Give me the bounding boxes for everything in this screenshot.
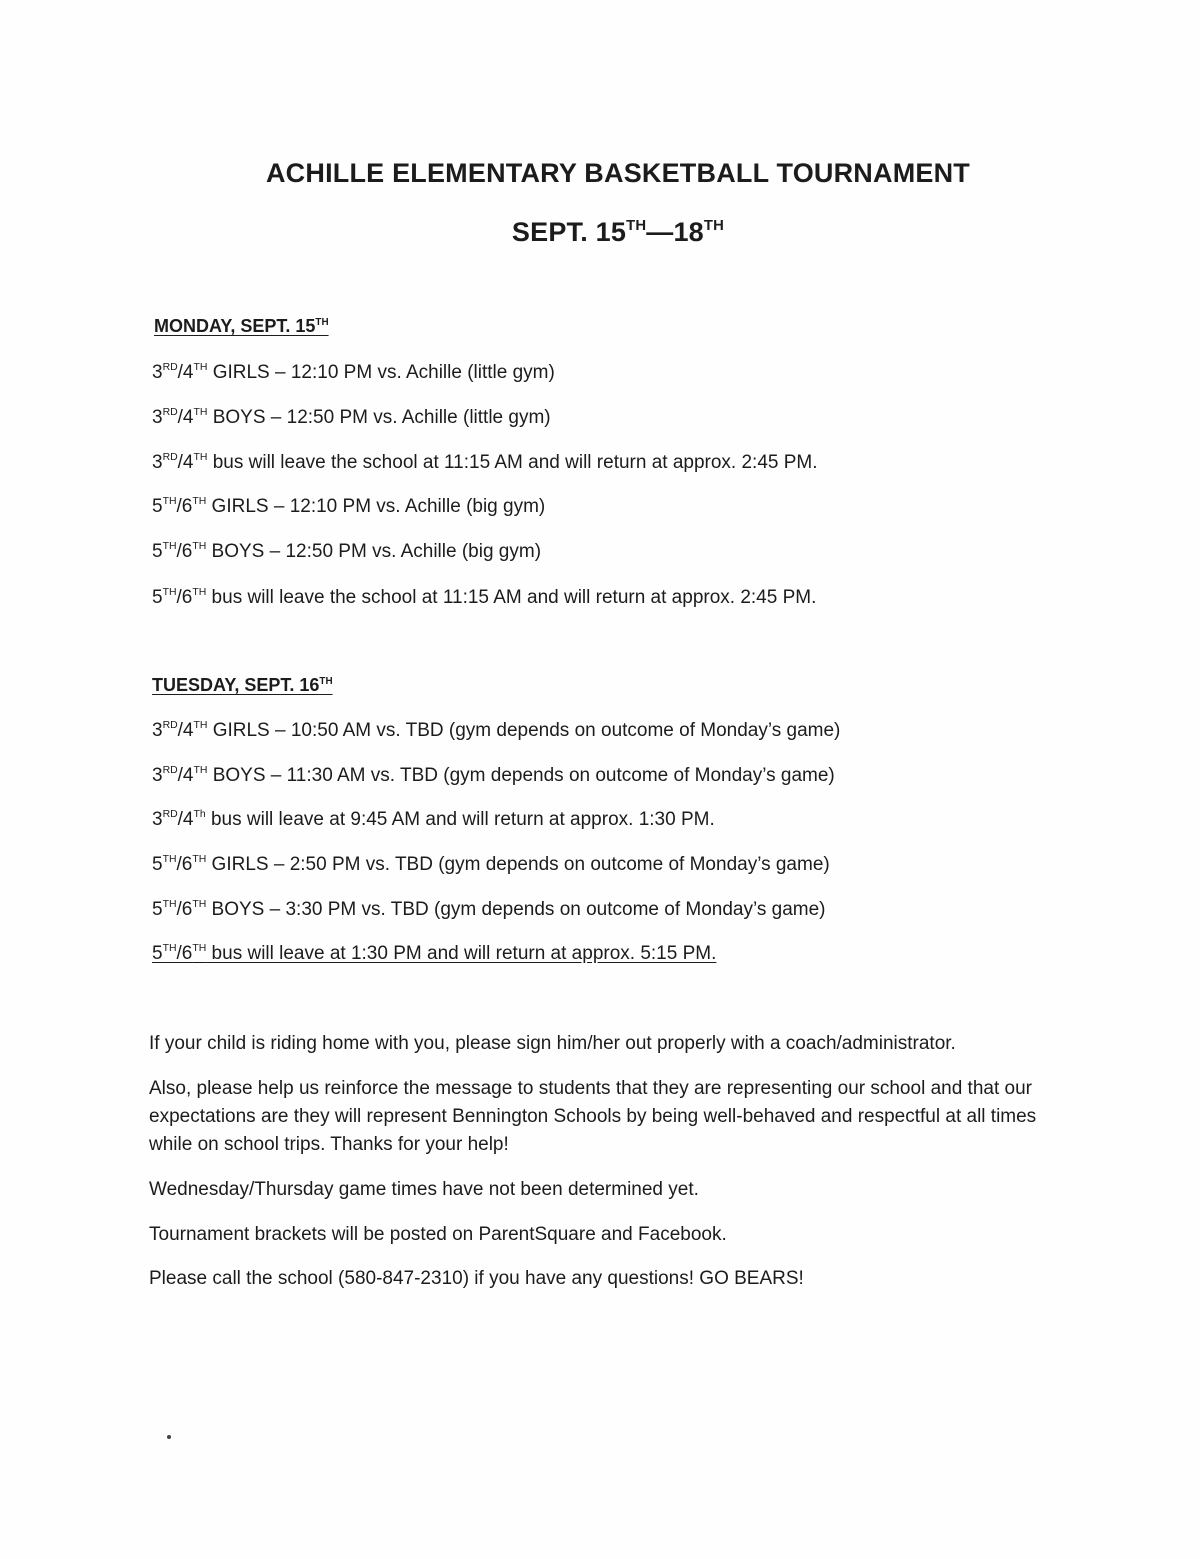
grade-b: /4 xyxy=(177,720,194,741)
grade-b-sup: TH xyxy=(192,587,207,599)
line-text: GIRLS – 12:10 PM vs. Achille (little gym) xyxy=(207,362,555,383)
line-text: GIRLS – 10:50 AM vs. TBD (gym depends on outcome of Monday’s game) xyxy=(207,720,841,741)
tuesday-line-6 xyxy=(152,943,716,965)
grade-a-sup: RD xyxy=(162,452,178,464)
grade-a-sup: RD xyxy=(162,362,178,374)
line-text: BOYS – 12:50 PM vs. Achille (little gym) xyxy=(207,407,551,428)
line-text: bus will leave at 9:45 AM and will return at approx. 1:30 PM. xyxy=(205,809,715,830)
grade-b-sup: Th xyxy=(193,809,206,821)
grade-a: 3 xyxy=(152,452,163,473)
note-behavior: Also, please help us reinforce the message to students that they are representing our school and that our expectations are they will represent Bennington Schools by being well-behaved and respectful at all times while on school trips. Thanks for your help! xyxy=(149,1078,1037,1155)
line-text: bus will leave at 1:30 PM and will return at approx. 5:15 PM. xyxy=(206,943,717,964)
title-text: ACHILLE ELEMENTARY BASKETBALL TOURNAMENT xyxy=(265,158,970,188)
monday-line-4 xyxy=(152,496,545,518)
tuesday-line-3 xyxy=(152,809,715,831)
grade-a-sup: TH xyxy=(162,541,177,553)
note-contact: Please call the school (580-847-2310) if you have any questions! GO BEARS! xyxy=(149,1268,804,1289)
line-text: BOYS – 3:30 PM vs. TBD (gym depends on outcome of Monday’s game) xyxy=(206,899,826,920)
grade-a-sup: RD xyxy=(162,765,178,777)
monday-line-2 xyxy=(152,407,551,429)
grade-b-sup: TH xyxy=(192,943,207,955)
grade-b-sup: TH xyxy=(193,407,208,419)
monday-line-5 xyxy=(152,541,541,563)
grade-a: 5 xyxy=(152,854,163,875)
line-text: bus will leave the school at 11:15 AM and will return at approx. 2:45 PM. xyxy=(207,452,818,473)
dates-start-sup: TH xyxy=(626,217,647,234)
grade-a: 5 xyxy=(152,587,163,608)
grade-b-sup: TH xyxy=(193,720,208,732)
line-text: BOYS – 12:50 PM vs. Achille (big gym) xyxy=(206,541,542,562)
grade-b: /6 xyxy=(176,496,193,517)
monday-line-6 xyxy=(152,587,816,609)
grade-b: /6 xyxy=(176,943,193,964)
note-brackets: Tournament brackets will be posted on ParentSquare and Facebook. xyxy=(149,1224,727,1245)
line-text: bus will leave the school at 11:15 AM and will return at approx. 2:45 PM. xyxy=(206,587,817,608)
grade-b: /4 xyxy=(177,765,194,786)
grade-b: /4 xyxy=(177,407,194,428)
tournament-dates xyxy=(0,217,1200,248)
grade-a-sup: RD xyxy=(162,407,178,419)
grade-b: /4 xyxy=(177,809,194,830)
monday-line-1 xyxy=(152,362,555,384)
grade-b: /6 xyxy=(176,854,193,875)
grade-a: 3 xyxy=(152,407,163,428)
tuesday-heading xyxy=(152,675,333,696)
note-sign-out: If your child is riding home with you, please sign him/her out properly with a coach/administrator. xyxy=(149,1033,956,1054)
tuesday-line-5 xyxy=(152,899,826,921)
tuesday-line-1 xyxy=(152,720,840,742)
monday-line-3 xyxy=(152,452,818,474)
grade-a-sup: RD xyxy=(162,720,178,732)
note-game-times: Wednesday/Thursday game times have not been determined yet. xyxy=(149,1179,699,1200)
grade-b-sup: TH xyxy=(192,496,207,508)
grade-a: 5 xyxy=(152,541,163,562)
scan-speck xyxy=(167,1435,171,1439)
grade-a-sup: TH xyxy=(162,496,177,508)
grade-a: 3 xyxy=(152,765,163,786)
document-title xyxy=(0,158,1200,189)
dates-prefix: SEPT. 15 xyxy=(511,217,627,247)
grade-a-sup: RD xyxy=(162,809,178,821)
grade-a: 5 xyxy=(152,943,163,964)
grade-b-sup: TH xyxy=(193,452,208,464)
grade-a-sup: TH xyxy=(162,854,177,866)
grade-b: /6 xyxy=(176,899,193,920)
grade-a: 3 xyxy=(152,809,163,830)
grade-b-sup: TH xyxy=(192,541,207,553)
grade-b: /6 xyxy=(176,541,193,562)
tuesday-line-2 xyxy=(152,765,835,787)
line-text: GIRLS – 2:50 PM vs. TBD (gym depends on outcome of Monday’s game) xyxy=(206,854,830,875)
grade-a: 3 xyxy=(152,720,163,741)
grade-b-sup: TH xyxy=(192,854,207,866)
grade-b-sup: TH xyxy=(193,362,208,374)
grade-a-sup: TH xyxy=(162,587,177,599)
tuesday-line-4 xyxy=(152,854,830,876)
dates-end-sup: TH xyxy=(703,217,725,234)
monday-heading-text: MONDAY, SEPT. 15 xyxy=(154,316,316,336)
grade-b: /4 xyxy=(177,362,194,383)
grade-b-sup: TH xyxy=(193,765,208,777)
tuesday-heading-sup: TH xyxy=(319,675,333,687)
grade-a: 5 xyxy=(152,496,163,517)
grade-b: /6 xyxy=(176,587,193,608)
line-text: GIRLS – 12:10 PM vs. Achille (big gym) xyxy=(206,496,546,517)
tuesday-heading-text: TUESDAY, SEPT. 16 xyxy=(152,675,320,695)
monday-heading-sup: TH xyxy=(315,316,329,328)
grade-b-sup: TH xyxy=(192,899,207,911)
grade-a-sup: TH xyxy=(162,943,177,955)
grade-a: 3 xyxy=(152,362,163,383)
grade-b: /4 xyxy=(177,452,194,473)
monday-heading xyxy=(154,316,329,337)
dates-separator: —18 xyxy=(646,217,704,247)
grade-a: 5 xyxy=(152,899,163,920)
line-text: BOYS – 11:30 AM vs. TBD (gym depends on outcome of Monday’s game) xyxy=(207,765,835,786)
grade-a-sup: TH xyxy=(162,899,177,911)
